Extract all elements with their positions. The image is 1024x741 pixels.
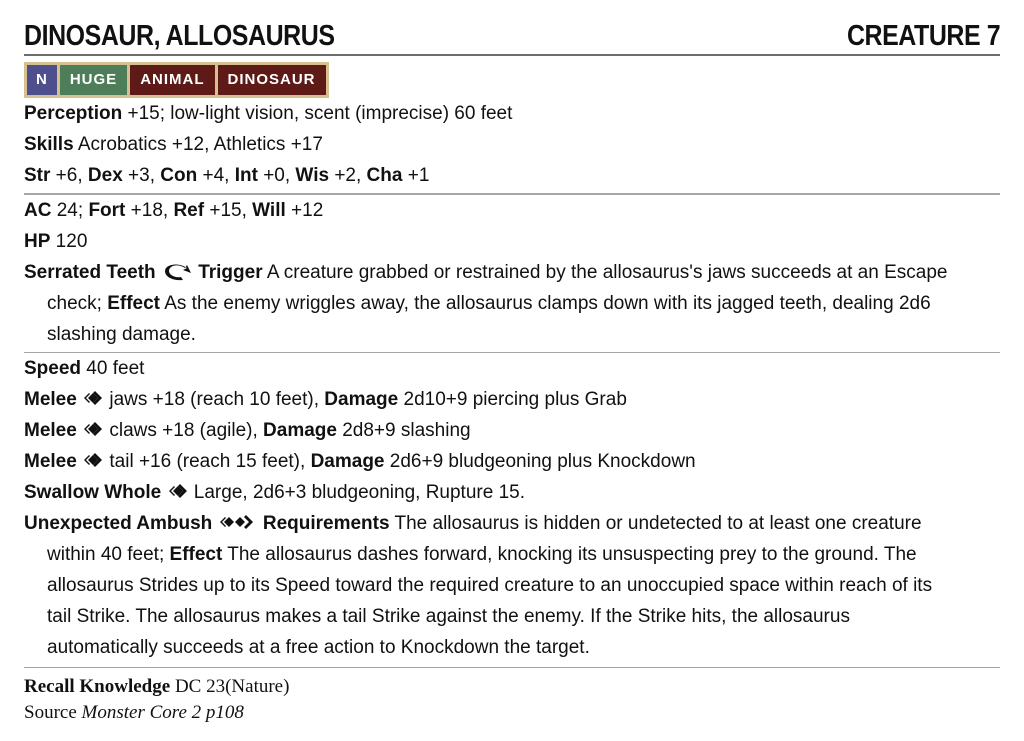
one-action-icon	[167, 481, 189, 501]
unexpected-ambush-ability: Unexpected Ambush Requirements The allosaurus is hidden or undetected to at least one creature within 40 feet; Effect The allosaurus dashes forward, knocking its unsuspecting prey to the ground. The allosaurus Strides up to its Speed toward the required creature to an unoccupied space within reach of its tail Strike. The allosaurus makes a tail Strike against the enemy. If the Strike hits, the allosaurus automatically succeeds at a free action to Knockdown the target.	[24, 513, 933, 658]
one-action-icon	[82, 419, 104, 439]
stat-block	[24, 0, 1000, 726]
one-action-icon	[82, 388, 104, 408]
swallow-whole-line: Swallow Whole Large, 2d6+3 bludgeoning, Rupture 15.	[24, 482, 525, 503]
creature-level: CREATURE 7	[846, 20, 1000, 52]
melee-claws: Melee claws +18 (agile), Damage 2d8+9 slashing	[24, 420, 471, 441]
recall-knowledge-line: Recall Knowledge DC 23(Nature)	[24, 676, 290, 697]
hp-line: HP 120	[24, 231, 88, 252]
melee-jaws: Melee jaws +18 (reach 10 feet), Damage 2d10+9 piercing plus Grab	[24, 389, 627, 410]
two-actions-icon	[218, 512, 258, 532]
skills-line: Skills Acrobatics +12, Athletics +17	[24, 134, 323, 155]
one-action-icon	[82, 450, 104, 470]
speed-line: Speed 40 feet	[24, 358, 145, 379]
creature-name: DINOSAUR, ALLOSAURUS	[24, 20, 335, 52]
melee-tail: Melee tail +16 (reach 15 feet), Damage 2d6+9 bludgeoning plus Knockdown	[24, 451, 696, 472]
trait-size: HUGE	[60, 65, 127, 95]
defense-line: AC 24; Fort +18, Ref +15, Will +12	[24, 200, 324, 221]
perception-line: Perception +15; low-light vision, scent (imprecise) 60 feet	[24, 103, 513, 124]
abilities-line: Str +6, Dex +3, Con +4, Int +0, Wis +2, Cha +1	[24, 165, 430, 186]
serrated-teeth-ability: Serrated Teeth Trigger A creature grabbed or restrained by the allosaurus's jaws succeeds at an Escape check; Effect As the enemy wriggles away, the allosaurus clamps down with its jagged teeth, dealing 2d6 slashing damage.	[24, 262, 948, 345]
trait-bar	[24, 62, 329, 98]
trait-animal: ANIMAL	[130, 65, 214, 95]
reaction-icon	[161, 261, 193, 281]
trait-alignment: N	[27, 65, 57, 95]
trait-dinosaur: DINOSAUR	[218, 65, 326, 95]
title-row	[24, 14, 1000, 56]
source-line: Source Monster Core 2 p108	[24, 702, 244, 723]
